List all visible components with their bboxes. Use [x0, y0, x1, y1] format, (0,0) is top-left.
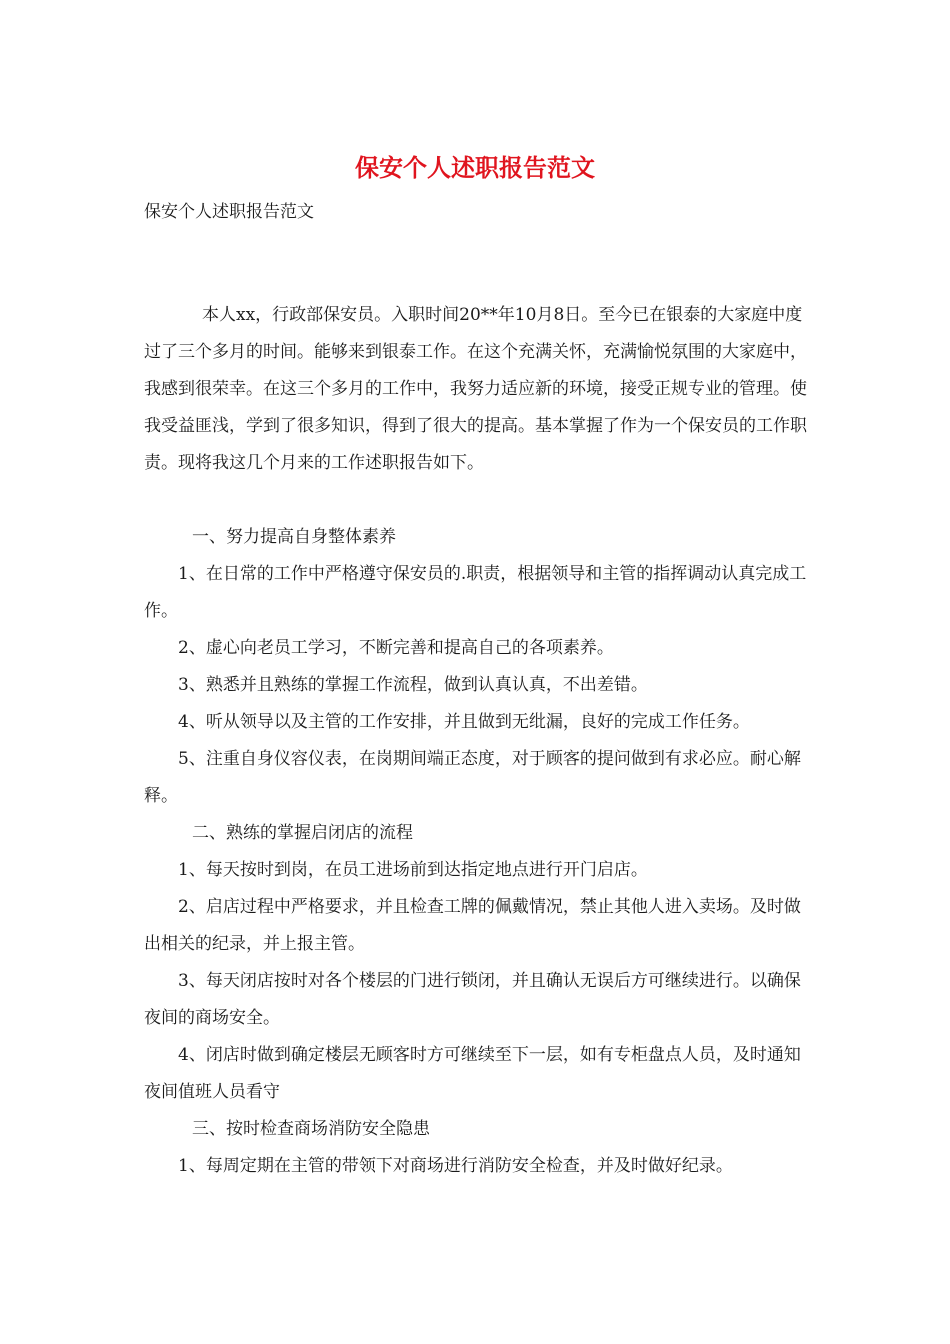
list-item: 1、在日常的工作中严格遵守保安员的.职责，根据领导和主管的指挥调动认真完成工作。 [144, 564, 807, 621]
document-title: 保安个人述职报告范文 [355, 153, 595, 182]
list-item: 4、听从领导以及主管的工作安排，并且做到无纰漏，良好的完成工作任务。 [178, 712, 750, 732]
section-heading: 三、按时检查商场消防安全隐患 [192, 1119, 430, 1139]
list-item: 3、每天闭店按时对各个楼层的门进行锁闭，并且确认无误后方可继续进行。以确保夜间的商场安全。 [144, 971, 801, 1028]
list-item: 2、虚心向老员工学习，不断完善和提高自己的各项素养。 [178, 638, 614, 658]
list-item: 2、启店过程中严格要求，并且检查工牌的佩戴情况，禁止其他人进入卖场。及时做出相关的纪录，并上报主管。 [144, 897, 801, 954]
list-item: 5、注重自身仪容仪表，在岗期间端正态度，对于顾客的提问做到有求必应。耐心解释。 [144, 749, 801, 806]
section-heading: 二、熟练的掌握启闭店的流程 [192, 823, 413, 843]
intro-paragraph: 本人xx，行政部保安员。入职时间20**年10月8日。至今已在银泰的大家庭中度过了三个多月的时间。能够来到银泰工作。在这个充满关怀，充满愉悦氛围的大家庭中，我感到很荣幸。在这三个多月的工作中，我努力适应新的环境，接受正规专业的管理。使我受益匪浅，学到了很多知识，得到了很大的提高。基本掌握了作为一个保安员的工作职责。现将我这几个月来的工作述职报告如下。 [144, 305, 807, 473]
list-item: 3、熟悉并且熟练的掌握工作流程，做到认真认真，不出差错。 [178, 675, 648, 695]
document-body [144, 297, 809, 1185]
document-subtitle: 保安个人述职报告范文 [144, 202, 314, 222]
list-item: 1、每天按时到岗，在员工进场前到达指定地点进行开门启店。 [178, 860, 648, 880]
section-heading: 一、努力提高自身整体素养 [192, 527, 396, 547]
list-item: 4、闭店时做到确定楼层无顾客时方可继续至下一层，如有专柜盘点人员，及时通知夜间值班人员看守 [144, 1045, 801, 1102]
list-item: 1、每周定期在主管的带领下对商场进行消防安全检查，并及时做好纪录。 [178, 1156, 733, 1176]
